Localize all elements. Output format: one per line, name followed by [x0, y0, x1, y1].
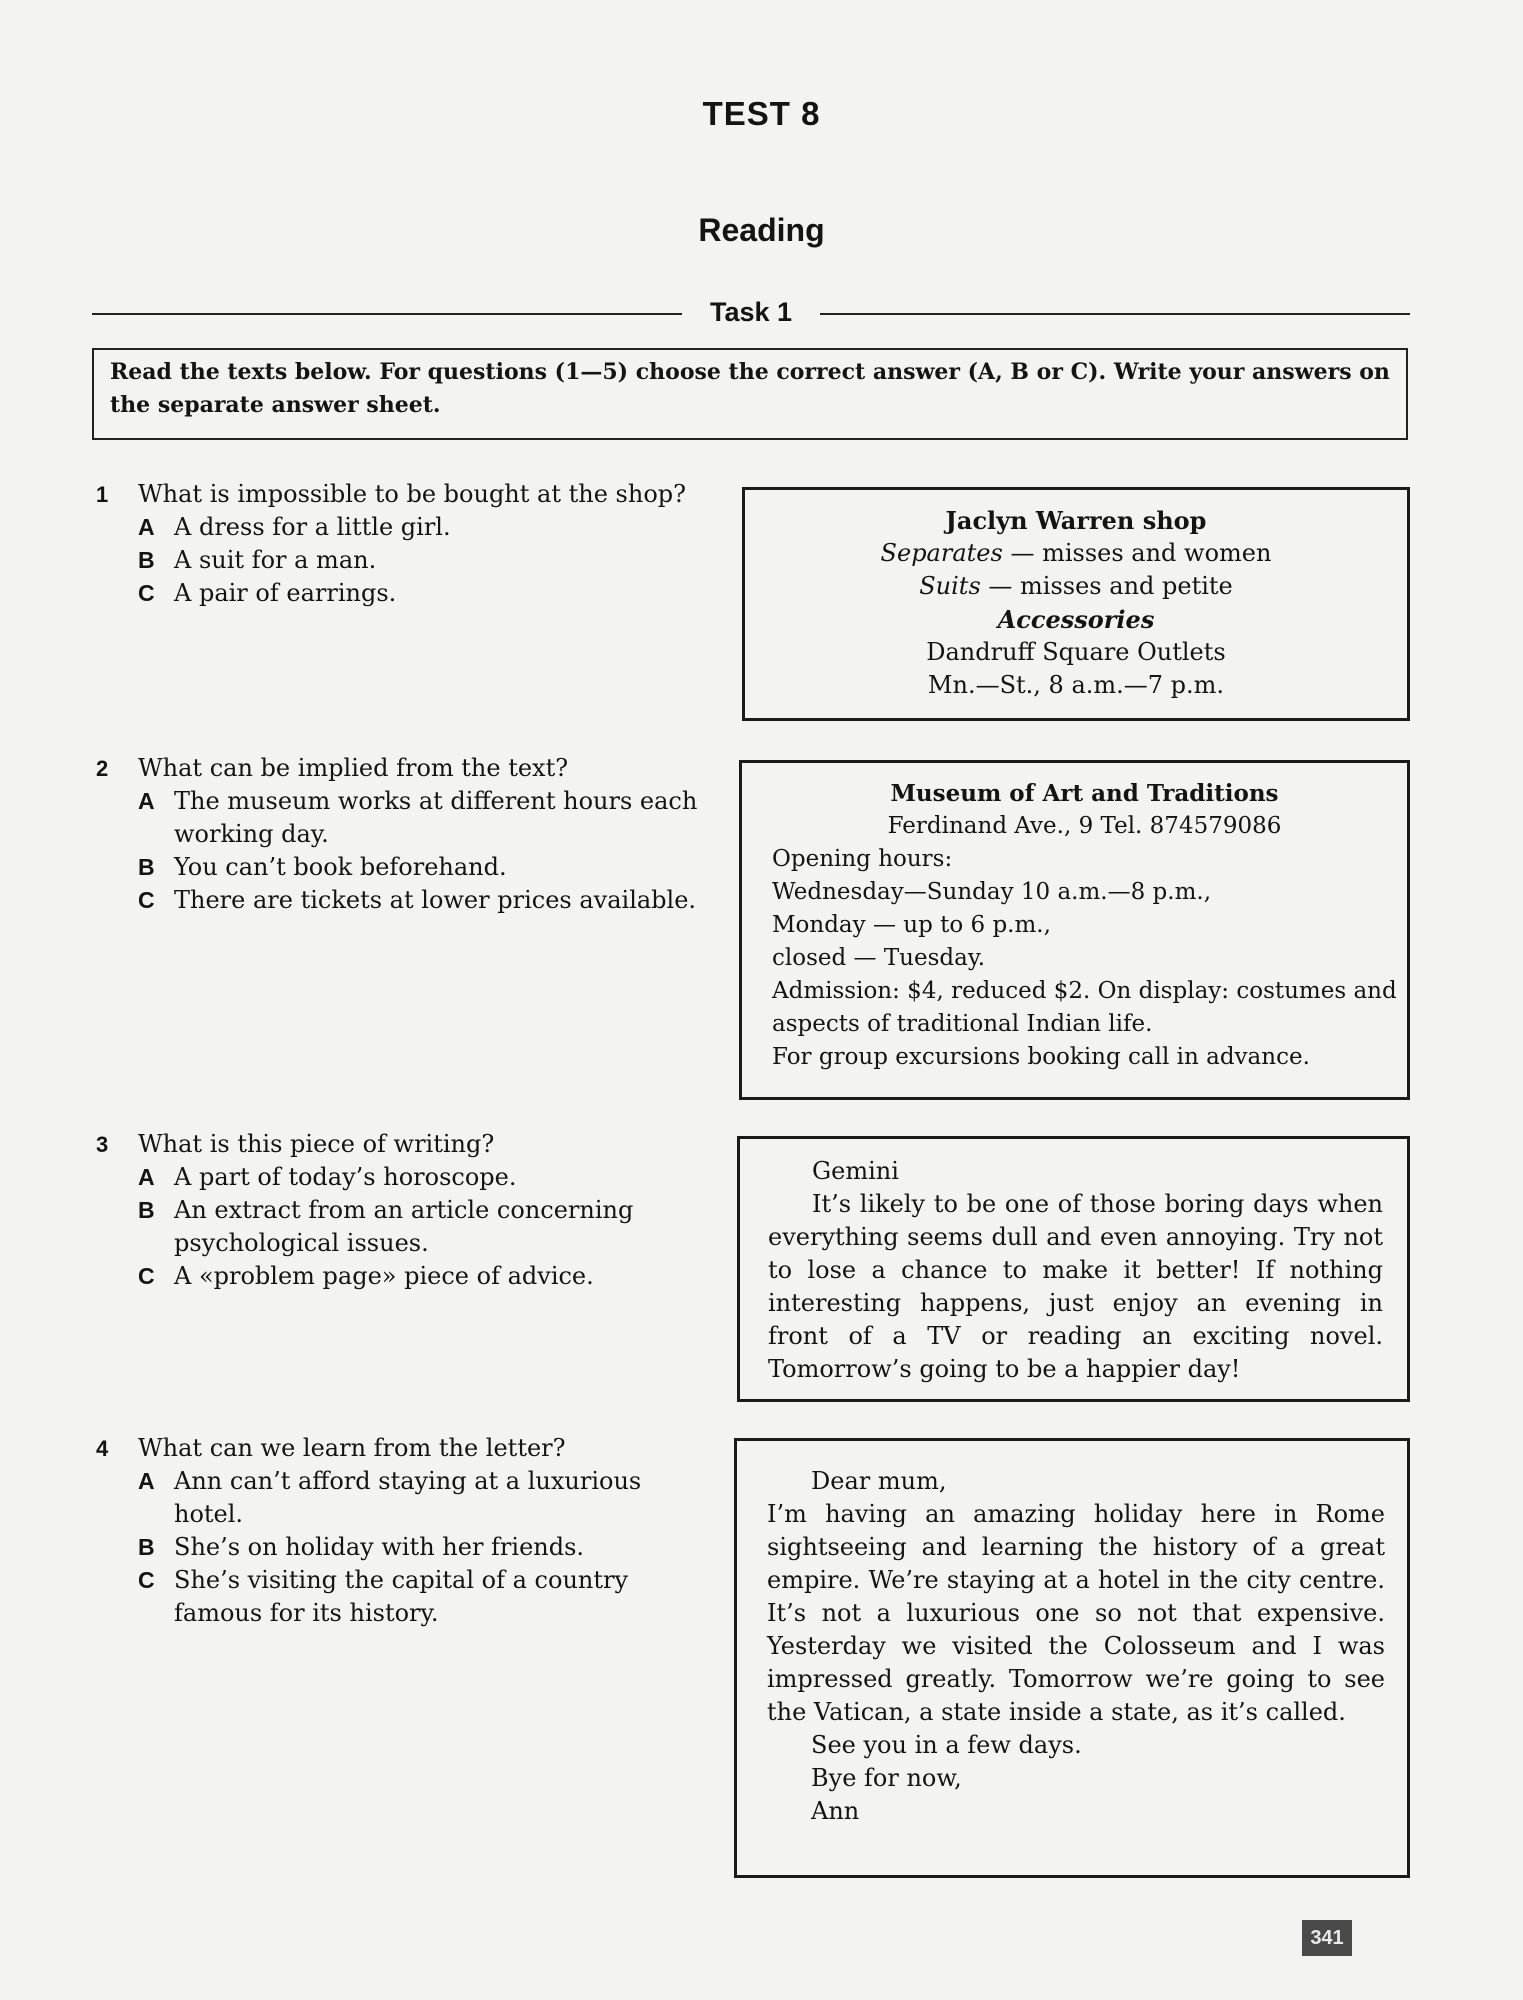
question-text: What is this piece of writing?	[138, 1130, 495, 1158]
option-b[interactable]: B She’s on holiday with her friends.	[138, 1533, 585, 1561]
museum-title: Museum of Art and Traditions	[890, 780, 1279, 807]
question-text: What is impossible to be bought at the shop?	[138, 480, 687, 508]
test-title: TEST 8	[702, 95, 821, 132]
horoscope-text	[737, 1136, 1410, 1402]
divider-left	[92, 313, 682, 315]
page-number: 341	[1302, 1920, 1352, 1956]
letter-body: I’m having an amazing holiday here in Rome sightseeing and learning the history of a great empire. We’re staying at a hotel in the city centre. It’s not a luxurious one so not that expensive. Yesterday we visited the Colosseum and I was impressed greatly. Tomorrow we’re going to see the Vatican, a state inside a state, as it’s called.	[767, 1500, 1385, 1726]
option-a[interactable]: A A dress for a little girl.	[138, 513, 451, 541]
question-number: 2	[96, 756, 109, 781]
shop-line-separates: Separates — misses and women	[880, 539, 1272, 567]
shop-location: Dandruff Square Outlets	[926, 638, 1226, 666]
divider-right	[820, 313, 1410, 315]
museum-line: Admission: $4, reduced $2. On display: costumes and aspects of traditional Indian life.	[772, 978, 1397, 1037]
question-3	[96, 1128, 706, 1293]
option-c[interactable]: C There are tickets at lower prices available.	[138, 886, 697, 914]
question-number: 3	[96, 1132, 109, 1157]
horoscope-body: It’s likely to be one of those boring days when everything seems dull and even annoying. Try not to lose a chance to make it better! If nothing interesting happens, just enjoy an evening in front of a TV or reading an exciting novel. Tomorrow’s going to be a happier day!	[768, 1190, 1383, 1383]
question-text: What can be implied from the text?	[138, 754, 569, 782]
question-number: 1	[96, 482, 109, 507]
museum-line: Wednesday—Sunday 10 a.m.—8 p.m.,	[772, 879, 1212, 905]
museum-notice	[739, 760, 1410, 1100]
option-c[interactable]: C She’s visiting the capital of a country famous for its history.	[138, 1566, 629, 1627]
question-text: What can we learn from the letter?	[138, 1434, 566, 1462]
task-label: Task 1	[709, 297, 793, 327]
option-a[interactable]: A Ann can’t afford staying at a luxurious hotel.	[138, 1467, 642, 1528]
museum-line: For group excursions booking call in advance.	[772, 1044, 1310, 1070]
option-c[interactable]: C A pair of earrings.	[138, 579, 397, 607]
option-a[interactable]: A The museum works at different hours each working day.	[138, 787, 698, 848]
shop-line-suits: Suits — misses and petite	[919, 572, 1233, 600]
shop-title: Jaclyn Warren shop	[945, 506, 1207, 535]
question-4	[96, 1432, 706, 1630]
shop-advert	[742, 487, 1410, 721]
task-heading	[92, 297, 1410, 329]
option-c[interactable]: C A «problem page» piece of advice.	[138, 1262, 594, 1290]
letter-closing: See you in a few days.	[811, 1731, 1082, 1759]
letter-text	[734, 1438, 1410, 1878]
instructions-box: Read the texts below. For questions (1—5) choose the correct answer (A, B or C). Write your answers on the separate answer sheet.	[92, 348, 1408, 440]
museum-line: Opening hours:	[772, 846, 953, 872]
question-1	[96, 478, 706, 610]
museum-address: Ferdinand Ave., 9 Tel. 874579086	[887, 813, 1282, 839]
letter-signature: Ann	[811, 1797, 860, 1825]
option-b[interactable]: B A suit for a man.	[138, 546, 377, 574]
question-number: 4	[96, 1436, 109, 1461]
shop-line-accessories: Accessories	[997, 605, 1155, 634]
section-title: Reading	[698, 212, 825, 248]
museum-line: closed — Tuesday.	[772, 945, 986, 971]
shop-hours: Mn.—St., 8 a.m.—7 p.m.	[927, 671, 1225, 699]
option-b[interactable]: B An extract from an article concerning psychological issues.	[138, 1196, 634, 1257]
letter-greeting: Dear mum,	[811, 1467, 947, 1495]
museum-line: Monday — up to 6 p.m.,	[772, 912, 1051, 938]
option-a[interactable]: A A part of today’s horoscope.	[138, 1163, 517, 1191]
option-b[interactable]: B You can’t book beforehand.	[138, 853, 507, 881]
letter-closing: Bye for now,	[811, 1764, 962, 1792]
horoscope-sign: Gemini	[812, 1157, 899, 1185]
question-2	[96, 752, 706, 917]
